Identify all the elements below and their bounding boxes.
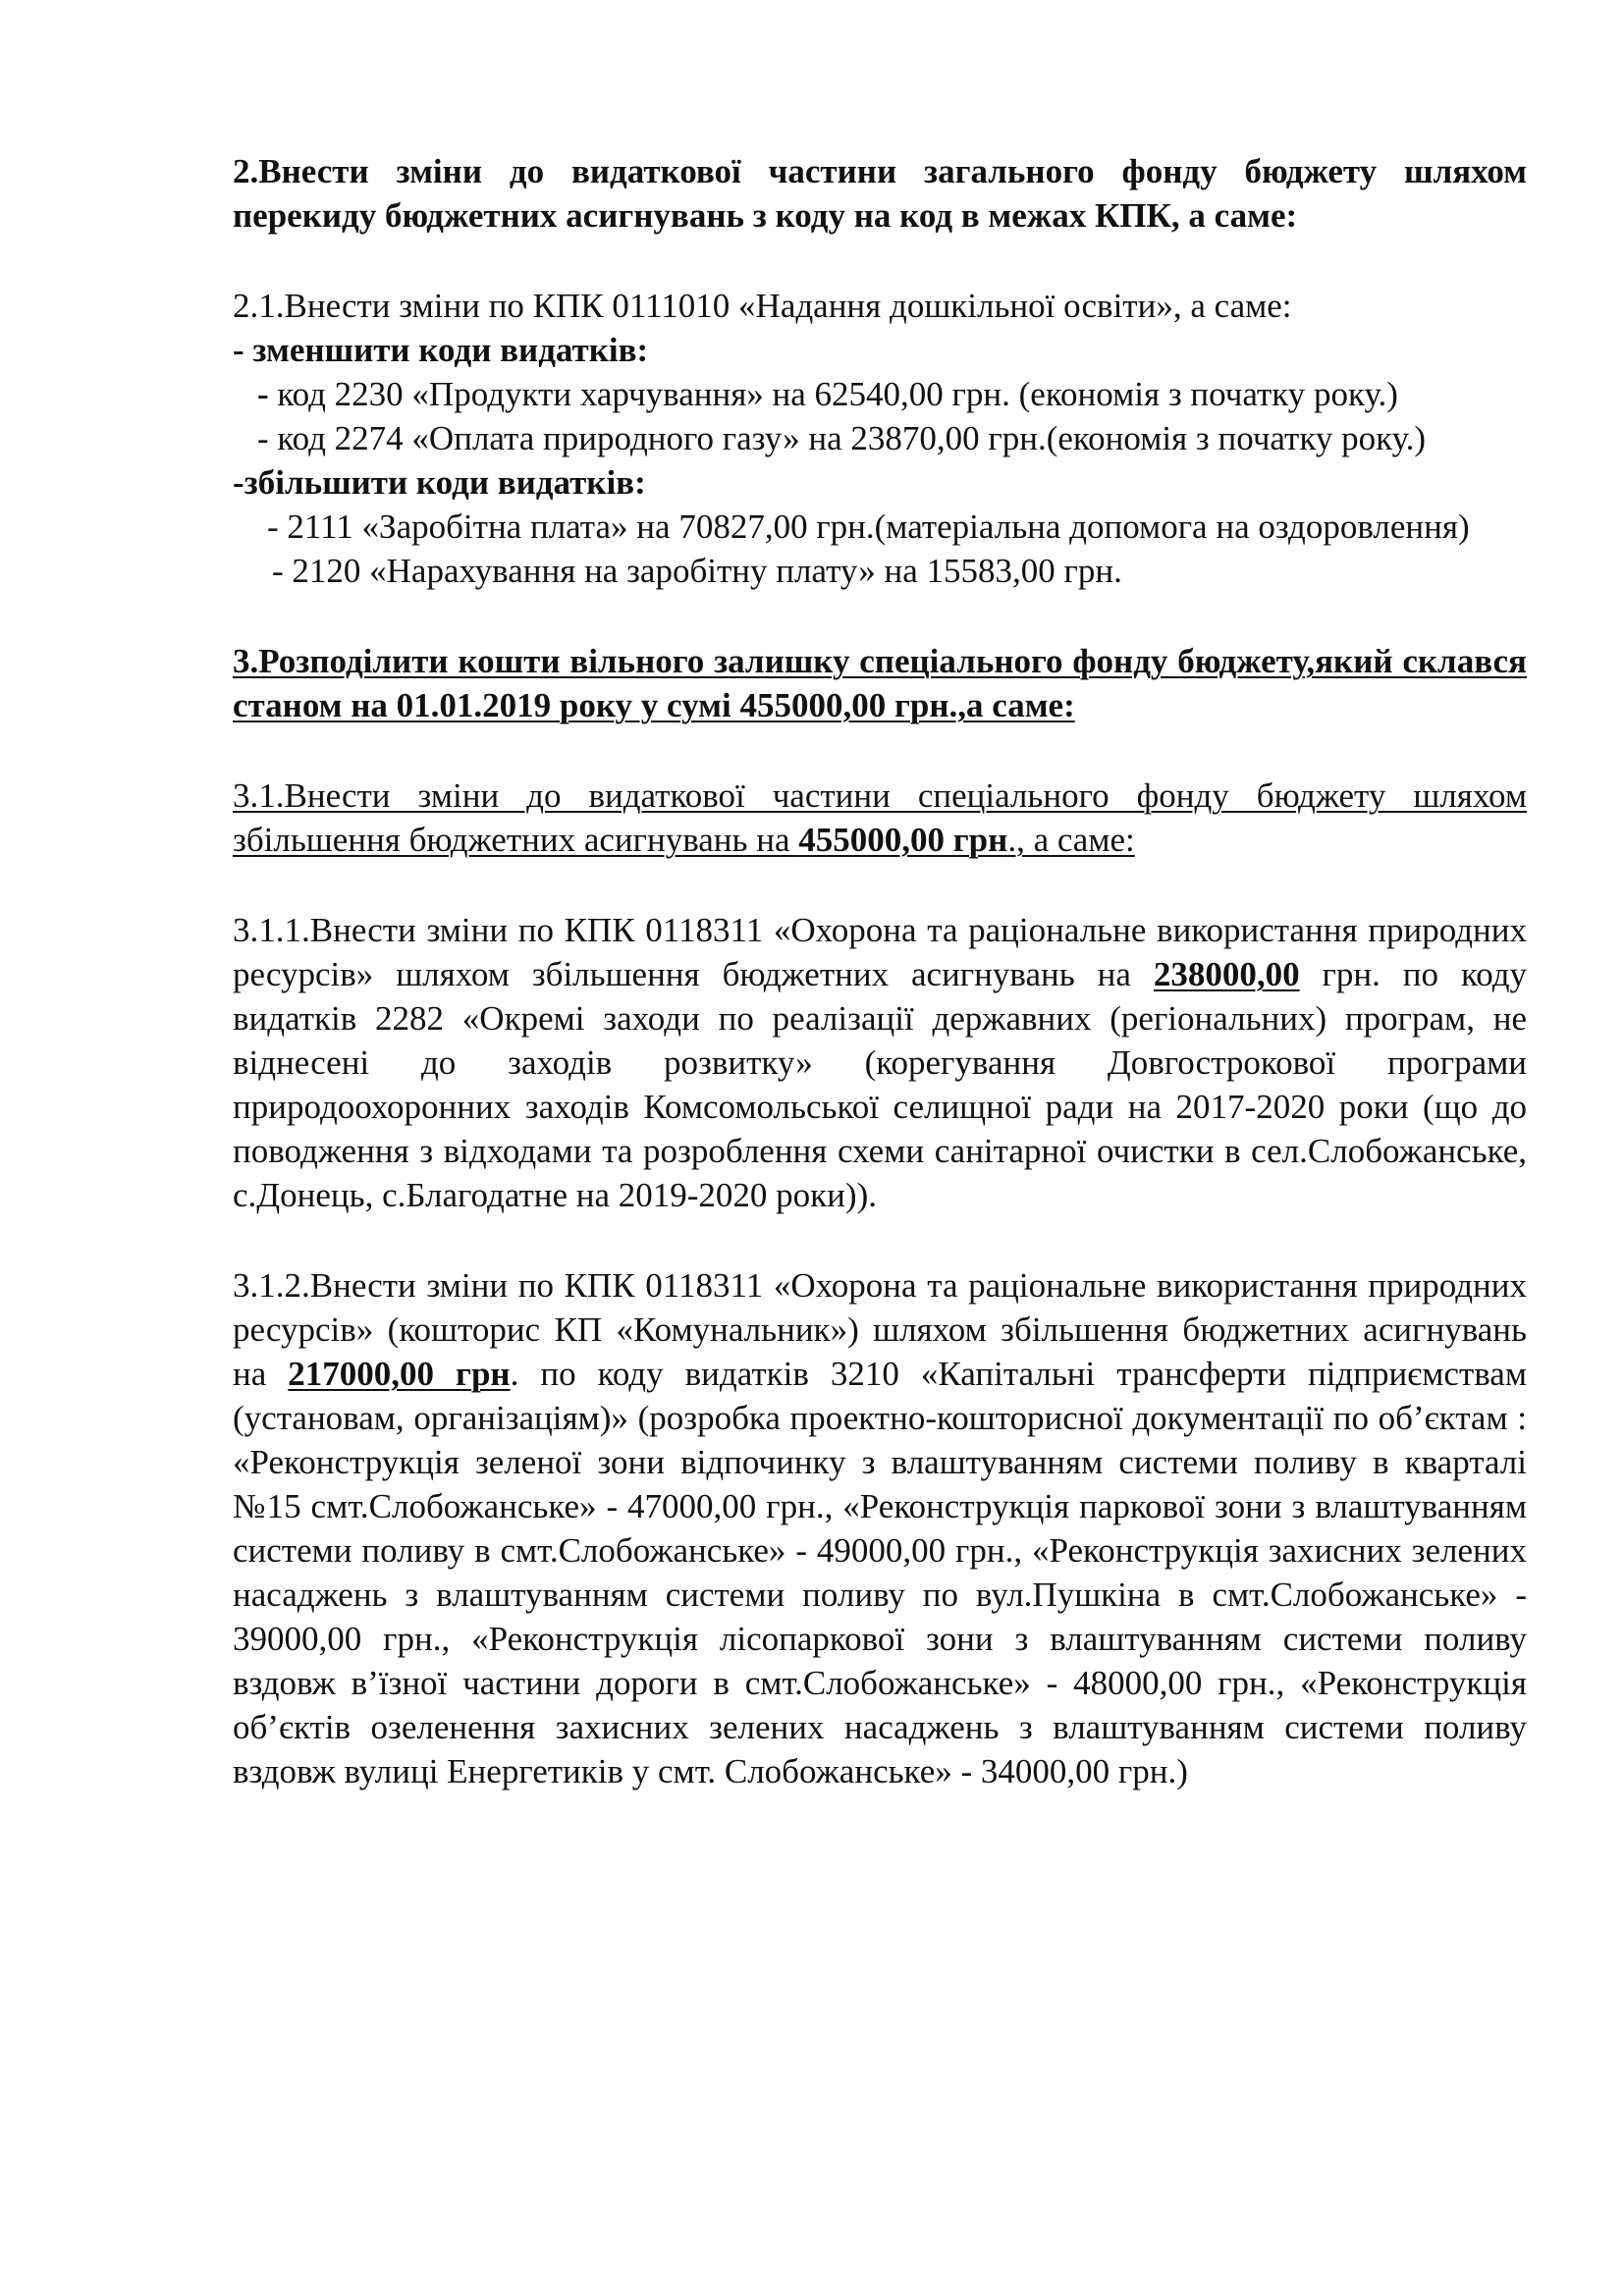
section-3-1 [233,774,1527,862]
section-2-heading: 2.Внести зміни до видаткової частини загального фонду бюджету шляхом перекиду бюджетних асигнувань з коду на код в межах КПК, а саме: [233,152,1527,235]
decrease-item-2230-text: код 2230 «Продукти харчування» на 62540,00 грн. (економія з початку року.) [268,375,1398,413]
decrease-item-2274: - код 2274 «Оплата природного газу» на 23870,00 грн.(економія з початку року.) [257,419,1427,457]
section-3-1-1 [233,908,1527,1217]
document-page [233,149,1527,1793]
section-3-1-text-before: 3.1.Внести зміни до видаткової частини спеціального фонду бюджету шляхом збільшення бюджетних асигнувань на [233,776,1527,859]
spacer [233,727,1527,774]
section-3-1-2 [233,1263,1527,1793]
list-dash: - [257,375,269,413]
section-3-heading: 3.Розподілити кошти вільного залишку спеціального фонду бюджету,який склався станом на 01.01.2019 року у сумі 455000,00 грн.,а саме: [233,642,1527,724]
increase-item-2111: - 2111 «Заробітна плата» на 70827,00 грн.(матеріальна допомога на оздоровлення) [267,507,1470,546]
increase-codes-label: -збільшити коди видатків: [233,463,646,502]
decrease-item-2230 [233,372,1527,416]
spacer [233,862,1527,908]
increase-item-2120: - 2120 «Нарахування на заробітну плату» на 15583,00 грн. [272,552,1122,590]
decrease-codes-label: - зменшити коди видатків: [233,331,649,369]
section-3-1-amount: 455000,00 грн [798,821,1008,859]
spacer [233,1217,1527,1263]
section-3-1-2-text-after: . по коду видатків 3210 «Капітальні трансферти підприємствам (установам, організаціям)» (розробка проектно-кошторисної документації по об’єктам : «Реконструкція зеленої зони відпочинку з влаштуванням системи поливу в кварталі №15 смт.Слобожанське» - 47000,00 грн., «Реконструкція паркової зони з влаштуванням системи поливу в смт.Слобожанське» - 49000,00 грн., «Реконструкція захисних зелених насаджень з влаштуванням системи поливу по вул.Пушкіна в смт.Слобожанське» - 39000,00 грн., «Реконструкція лісопаркової зони з влаштуванням системи поливу вздовж в’їзної частини дороги в смт.Слобожанське» - 48000,00 грн., «Реконструкція об’єктів озеленення захисних зелених насаджень з влаштуванням системи поливу вздовж вулиці Енергетиків у смт. Слобожанське» - 34000,00 грн.) [233,1355,1527,1790]
spacer [233,238,1527,284]
section-3-1-1-text-after: грн. по коду видатків 2282 «Окремі заходи по реалізації державних (регіональних) програм, не віднесені до заходів розвитку» (корегування Довгострокової програми природоохоронних заходів Комсомольської селищної ради на 2017-2020 роки (що до поводження з відходами та розроблення схеми санітарної очистки в сел.Слобожанське, с.Донець, с.Благодатне на 2019-2020 роки)). [233,955,1528,1214]
section-3-1-text-after: ., а саме: [1007,821,1135,859]
section-3-1-1-text-before: 3.1.1.Внести зміни по КПК 0118311 «Охорона та раціональне використання природних ресурсів» шляхом збільшення бюджетних асигнувань на [233,911,1527,993]
section-3-1-1-amount: 238000,00 [1153,955,1300,993]
spacer [233,593,1527,639]
section-2-1-intro: 2.1.Внести зміни по КПК 0111010 «Надання дошкільної освіти», а саме: [233,287,1292,325]
section-3-1-2-amount: 217000,00 грн [288,1355,511,1393]
section-3-1-2-text-before: 3.1.2.Внести зміни по КПК 0118311 «Охорона та раціональне використання природних ресурсів» (кошторис КП «Комунальник») шляхом збільшення бюджетних асигнувань на [233,1266,1527,1393]
